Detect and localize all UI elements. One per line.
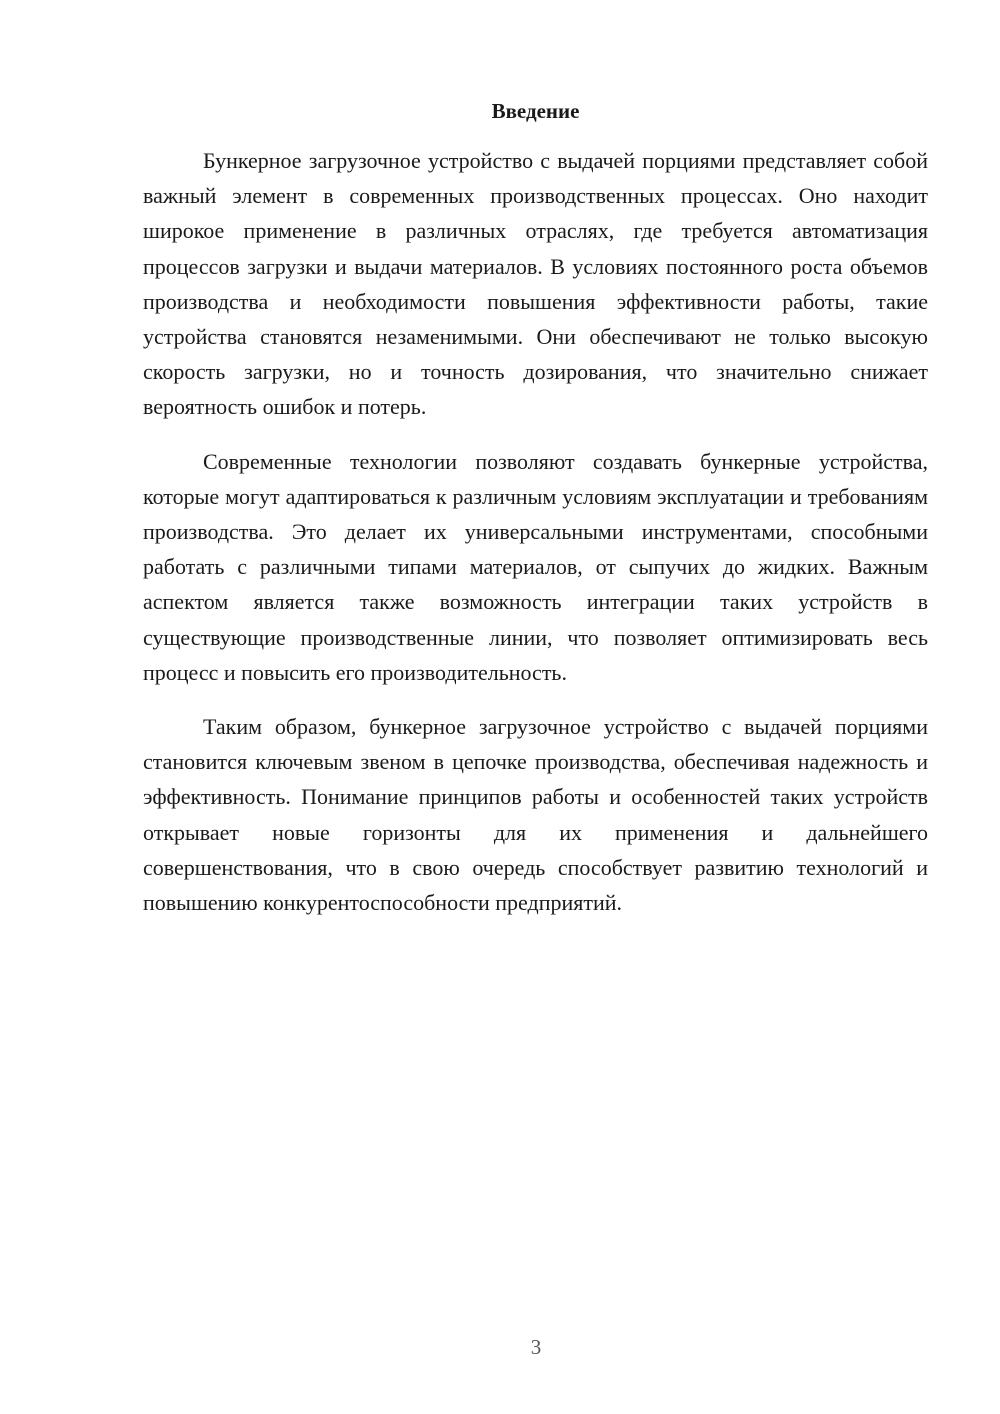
- page-number: 3: [530, 1335, 542, 1359]
- section-heading: Введение: [491, 99, 580, 123]
- paragraph: Бункерное загрузочное устройство с выдачей порциями представляет собой важный элемент в современных производственных процессах. Оно находит широкое применение в различных отраслях, где требуется автоматизация процессов загрузки и выдачи материалов. В условиях постоянного роста объемов производства и необходимости повышения эффективности работы, такие устройства становятся незаменимыми. Они обеспечивают не только высокую скорость загрузки, но и точность дозирования, что значительно снижает вероятность ошибок и потерь.: [143, 148, 928, 420]
- paragraph: Современные технологии позволяют создавать бункерные устройства, которые могут адаптироваться к различным условиям эксплуатации и требованиям производства. Это делает их универсальными инструментами, способными работать с различными типами материалов, от сыпучих до жидких. Важным аспектом является также возможность интеграции таких устройств в существующие производственные линии, что позволяет оптимизировать весь процесс и повысить его производительность.: [143, 448, 928, 685]
- body-text: [143, 143, 928, 939]
- paragraph: Таким образом, бункерное загрузочное устройство с выдачей порциями становится ключевым звеном в цепочке производства, обеспечивая надежность и эффективность. Понимание принципов работы и особенностей таких устройств открывает новые горизонты для их применения и дальнейшего совершенствования, что в свою очередь способствует развитию технологий и повышению конкурентоспособности предприятий.: [143, 714, 928, 916]
